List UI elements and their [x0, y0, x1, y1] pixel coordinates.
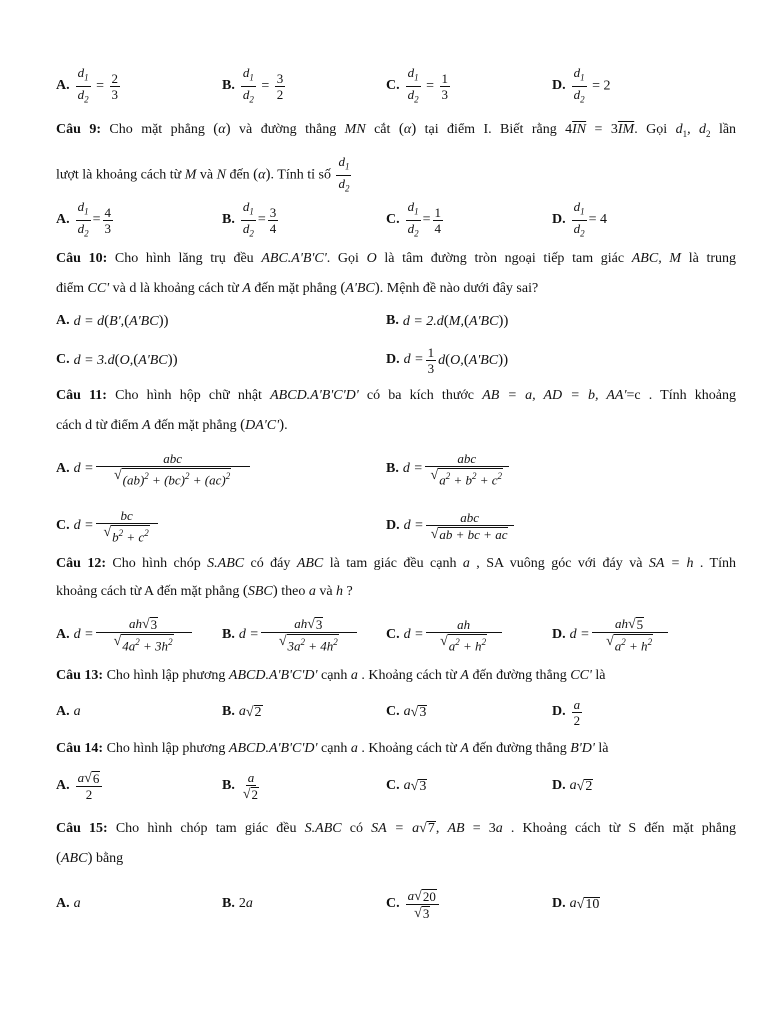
- q11-option-c[interactable]: C. d = bc √ $b^2 + c^2$: [56, 505, 160, 547]
- question-11-options-ab: [56, 448, 746, 490]
- question-12-options: [56, 614, 746, 656]
- question-10-options-cd: [56, 340, 746, 380]
- q9-option-c[interactable]: C. $d_1$ $d_2$ = 1 4: [386, 198, 442, 239]
- question-15-line-1: Câu 15: Cho hình chóp tam giác đều S.ABC có SA = a √ 7 , AB = 3a . Khoảng cách từ S đến mặt phẳng: [56, 821, 737, 836]
- question-11-options-cd: [56, 505, 746, 547]
- question-9-options: [56, 200, 746, 240]
- q13-option-d[interactable]: D. a 2: [552, 696, 581, 728]
- question-8-options: [56, 66, 746, 106]
- q14-option-c[interactable]: C. a √ 3: [386, 778, 427, 794]
- q11-option-d[interactable]: D. d = abc √ ab + bc + ac: [386, 505, 516, 547]
- q14-option-b[interactable]: B. a √ 2: [222, 770, 259, 802]
- question-9-line-1: Câu 9: Cho mặt phẳng (α) và đường thẳng MN cắt (α) tại điểm I. Biết rằng $4\overline{IN} = 3\overline{IM}$. Gọi $d_1$, $d_2$ lần: [56, 121, 737, 139]
- q13-option-a[interactable]: A. a: [56, 704, 81, 719]
- q15-option-a[interactable]: A. a: [56, 896, 81, 911]
- question-13-line-1: Câu 13: Cho hình lập phương ABCD.A'B'C'D' cạnh a . Khoảng cách từ A đến đường thẳng CC' là: [56, 668, 606, 683]
- q8-option-a[interactable]: A. $\frac{d_1}{d_2}$ = $\frac{2}{3}$: [56, 66, 122, 106]
- question-9-line-2: lượt là khoảng cách từ M và N đến (α). Tính tỉ số $\frac{d_1}{d_2}$: [56, 154, 350, 194]
- q8-option-b-formula: $\frac{d_1}{d_2}$ = $\frac{3}{2}$: [242, 64, 284, 105]
- q12-option-c[interactable]: C. d = ah √ $a^2 + h^2$: [386, 614, 504, 656]
- question-12-line-2: khoảng cách từ A đến mặt phẳng (SBC) theo a và h ?: [56, 583, 353, 599]
- q8-option-b[interactable]: B. $\frac{d_1}{d_2}$ = $\frac{3}{2}$: [222, 66, 287, 106]
- question-11-line-1: Câu 11: Cho hình hộp chữ nhật ABCD.A'B'C'D' có ba kích thước AB = a, AD = b, AA'=c . Tính khoảng: [56, 388, 736, 403]
- q10-option-c[interactable]: C. d = 3.d(O,(A'BC)): [56, 351, 178, 368]
- question-14-line-1: Câu 14: Cho hình lập phương ABCD.A'B'C'D' cạnh a . Khoảng cách từ A đến đường thẳng B'D' là: [56, 741, 609, 756]
- q8-option-d[interactable]: D. $\frac{d_1}{d_2}$ = 2: [552, 66, 611, 106]
- question-10-line-2: điểm CC' và d là khoảng cách từ A đến mặt phẳng (A'BC). Mệnh đề nào dưới đây sai?: [56, 280, 539, 296]
- q8-option-c-formula: $\frac{d_1}{d_2}$ = $\frac{1}{3}$: [407, 64, 449, 105]
- q15-option-d[interactable]: D. a √ 10: [552, 896, 600, 912]
- question-10-options-ab: [56, 301, 746, 341]
- q9-option-b[interactable]: B. $d_1$ $d_2$ = 3 4: [222, 198, 277, 239]
- q8-option-d-formula: $\frac{d_1}{d_2}$ = 2: [573, 64, 611, 105]
- question-11-line-2: cách d từ điểm A đến mặt phẳng (DA'C').: [56, 417, 288, 433]
- question-13-options: [56, 692, 746, 732]
- q13-option-b[interactable]: B. a √ 2: [222, 704, 262, 720]
- q10-option-d[interactable]: D. d = $\frac{1}{3}$ d(O,(A'BC)): [386, 344, 509, 376]
- question-14-options: [56, 766, 746, 806]
- q12-option-d[interactable]: D. d = ah √ 5 √ $a^2 + h^2$: [552, 614, 670, 656]
- q8-option-c[interactable]: C. $\frac{d_1}{d_2}$ = $\frac{1}{3}$: [386, 66, 452, 106]
- q10-option-b[interactable]: B. d = 2.d(M,(A'BC)): [386, 312, 509, 329]
- q14-option-d[interactable]: D. a √ 2: [552, 778, 593, 794]
- q10-option-a[interactable]: A. d = d(B',(A'BC)): [56, 312, 169, 329]
- question-10-line-1: Câu 10: Cho hình lăng trụ đều ABC.A'B'C'. Gọi O là tâm đường tròn ngoại tiếp tam giác ABC, M là trung: [56, 251, 737, 266]
- q13-option-c[interactable]: C. a √ 3: [386, 704, 427, 720]
- question-15-line-2: (ABC) bằng: [56, 850, 124, 866]
- q9-option-a[interactable]: A. $d_1$ $d_2$ = 4 3: [56, 198, 112, 239]
- q12-option-a[interactable]: A. d = ah √ 3 √ $4a^2 + 3h^2$: [56, 614, 194, 656]
- q12-option-b[interactable]: B. d = ah √ 3 √ $3a^2 + 4h^2$: [222, 614, 359, 656]
- question-12-line-1: Câu 12: Cho hình chóp S.ABC có đáy ABC là tam giác đều cạnh a , SA vuông góc với đáy và SA = h . Tính: [56, 556, 736, 571]
- question-15-options: [56, 882, 746, 926]
- q8-option-a-formula: $\frac{d_1}{d_2}$ = $\frac{2}{3}$: [77, 64, 119, 105]
- q14-option-a[interactable]: A. a √ 6 2: [56, 766, 104, 806]
- q15-option-c[interactable]: C. a √ 20 √ 3: [386, 882, 441, 926]
- q15-option-b[interactable]: B. 2 a: [222, 896, 253, 911]
- q11-option-b[interactable]: B. d = abc √ $a^2 + b^2 + c^2$: [386, 448, 511, 490]
- q9-option-d[interactable]: D. $d_1$ $d_2$ = 4: [552, 198, 608, 239]
- q11-option-a[interactable]: A. d = abc √ (ab)$^2$ + (bc)$^2$ + (ac)$^2$: [56, 448, 252, 490]
